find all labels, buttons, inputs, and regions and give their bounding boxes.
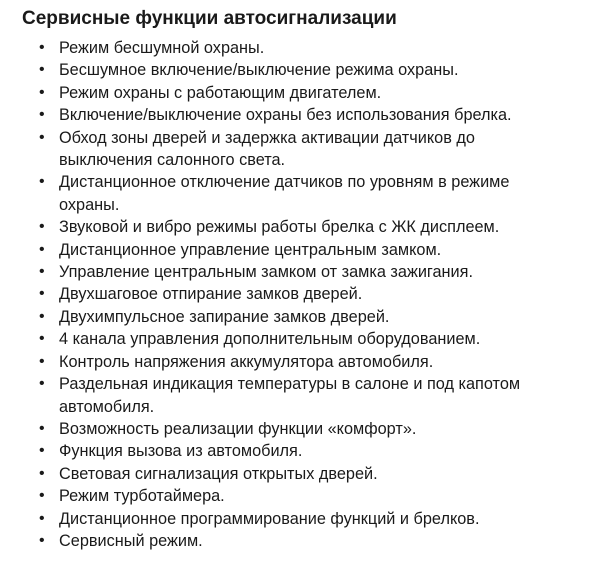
bullet-icon: •: [39, 419, 45, 437]
feature-list-item: [0, 216, 600, 238]
feature-list-item: [0, 37, 600, 59]
feature-text-line: выключения салонного света.: [59, 151, 286, 170]
feature-list-item: [0, 261, 600, 283]
feature-text-line: Функция вызова из автомобиля.: [59, 442, 303, 461]
feature-text-line: Бесшумное включение/выключение режима охраны.: [59, 61, 459, 80]
feature-text-line: Контроль напряжения аккумулятора автомобиля.: [59, 352, 434, 371]
feature-text-line: Двухшаговое отпирание замков дверей.: [59, 285, 363, 304]
bullet-icon: •: [39, 352, 45, 370]
feature-list-item: [0, 530, 600, 552]
feature-text-line: Дистанционное управление центральным замком.: [59, 240, 442, 259]
feature-list-item: [0, 239, 600, 261]
feature-text-line: 4 канала управления дополнительным оборудованием.: [59, 330, 481, 349]
feature-text-line: Световая сигнализация открытых дверей.: [59, 464, 378, 483]
feature-text-line: Обход зоны дверей и задержка активации датчиков до: [59, 128, 475, 147]
bullet-icon: •: [39, 83, 45, 101]
bullet-icon: •: [39, 128, 45, 146]
bullet-icon: •: [39, 285, 45, 303]
bullet-icon: •: [39, 307, 45, 325]
feature-list-item: [0, 463, 600, 485]
feature-text-line: Двухимпульсное запирание замков дверей.: [59, 307, 390, 326]
bullet-icon: •: [39, 509, 45, 527]
bullet-icon: •: [39, 330, 45, 348]
feature-text-line: Включение/выключение охраны без использования брелка.: [59, 106, 512, 125]
feature-text-line: Возможность реализации функции «комфорт».: [59, 419, 417, 438]
bullet-icon: •: [39, 263, 45, 281]
feature-list-item: [0, 59, 600, 81]
feature-list-item: [0, 82, 600, 104]
feature-text-line: Звуковой и вибро режимы работы брелка с ЖК дисплеем.: [59, 218, 500, 237]
feature-list-item: [0, 283, 600, 305]
feature-text-line: автомобиля.: [59, 397, 155, 416]
feature-text-line: Дистанционное отключение датчиков по уровням в режиме: [59, 173, 510, 192]
bullet-icon: •: [39, 61, 45, 79]
bullet-icon: •: [39, 442, 45, 460]
feature-list-item: [0, 171, 600, 216]
bullet-icon: •: [39, 39, 45, 56]
feature-list-item: [0, 508, 600, 530]
bullet-icon: •: [39, 464, 45, 482]
feature-list-item: [0, 418, 600, 440]
bullet-icon: •: [39, 218, 45, 236]
feature-list-item: [0, 127, 600, 172]
bullet-icon: •: [39, 375, 45, 393]
feature-text-line: Режим турботаймера.: [59, 487, 225, 506]
feature-text-line: Раздельная индикация температуры в салоне и под капотом: [59, 375, 521, 394]
feature-list: [0, 37, 600, 552]
bullet-icon: •: [39, 531, 45, 549]
feature-text-line: Режим охраны с работающим двигателем.: [59, 83, 382, 102]
bullet-icon: •: [39, 173, 45, 191]
feature-list-item: [0, 306, 600, 328]
feature-list-item: [0, 485, 600, 507]
bullet-icon: •: [39, 106, 45, 124]
feature-list-item: [0, 351, 600, 373]
feature-text-line: Режим бесшумной охраны.: [59, 39, 265, 57]
page-title: Сервисные функции автосигнализации: [22, 8, 397, 29]
feature-text-line: Управление центральным замком от замка зажигания.: [59, 263, 473, 282]
bullet-icon: •: [39, 487, 45, 505]
feature-text-line: охраны.: [59, 195, 120, 214]
feature-list-item: [0, 440, 600, 462]
feature-list-item: [0, 328, 600, 350]
feature-text-line: Дистанционное программирование функций и брелков.: [59, 509, 480, 528]
bullet-icon: •: [39, 240, 45, 258]
feature-text-line: Сервисный режим.: [59, 531, 203, 550]
feature-list-item: [0, 373, 600, 418]
feature-list-item: [0, 104, 600, 126]
